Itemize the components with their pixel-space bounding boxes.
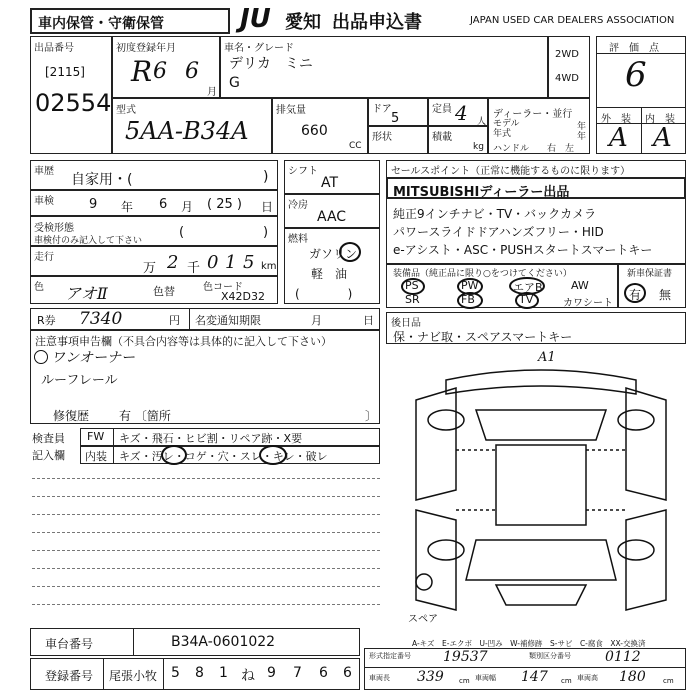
color-value: アオⅡ bbox=[65, 284, 108, 303]
handle-value: 右 左 bbox=[547, 144, 575, 154]
recycle-value: 7340 bbox=[79, 309, 123, 329]
receipt-open: ( bbox=[179, 225, 185, 240]
exterior-label: 外 装 bbox=[601, 114, 631, 125]
displacement-label: 排気量 bbox=[276, 105, 306, 116]
model-year-unit-1: 年 bbox=[577, 122, 587, 132]
inspection-month: 6 bbox=[159, 197, 168, 212]
inspector-interior-label: 内装 bbox=[85, 450, 107, 463]
plate-char: 6 bbox=[319, 665, 328, 681]
sales-point-line-1: MITSUBISHIディーラー出品 bbox=[393, 185, 570, 200]
capacity-label: 定員 bbox=[432, 104, 452, 115]
rating-box bbox=[596, 36, 686, 154]
width-value: 147 bbox=[521, 669, 548, 685]
load-label: 積載 bbox=[432, 132, 452, 143]
width-label: 車両幅 bbox=[475, 674, 496, 682]
interior-grade: A bbox=[653, 123, 672, 153]
model-box bbox=[112, 98, 272, 154]
receipt-row bbox=[30, 216, 278, 246]
color-label: 色 bbox=[34, 282, 44, 293]
ac-box bbox=[284, 194, 380, 228]
load-box bbox=[428, 126, 488, 154]
after-items-value: 保・ナビ取・スペアスマートキー bbox=[393, 330, 573, 344]
registration-year: 6 bbox=[153, 59, 167, 84]
spare-tire-label: スペア bbox=[408, 614, 438, 625]
displacement-box bbox=[272, 98, 368, 154]
notes-circle-mark bbox=[34, 350, 48, 364]
registration-month: 6 bbox=[185, 59, 199, 84]
car-diagram bbox=[396, 360, 686, 620]
equipment-box bbox=[386, 264, 618, 308]
sales-point-label: セールスポイント（正常に機能するものに限ります） bbox=[391, 166, 631, 177]
car-name-label: 車名・グレード bbox=[224, 43, 294, 54]
equipment-label: 装備品（純正品に限り○をつけてください） bbox=[393, 269, 572, 279]
color-code-label: 色コード bbox=[203, 282, 243, 293]
document-title: 出品申込書 bbox=[332, 12, 422, 33]
ac-label: 冷房 bbox=[288, 200, 308, 211]
inspection-day-unit: 日 bbox=[261, 200, 274, 214]
inspector-interior-row bbox=[80, 446, 380, 464]
doors-value: 5 bbox=[391, 111, 400, 126]
lot-number: 02554 bbox=[35, 89, 112, 117]
equip-ps-circle bbox=[401, 278, 425, 295]
equip-sr: SR bbox=[405, 293, 420, 306]
drive-2wd: 2WD bbox=[555, 49, 579, 60]
name-change-label: 名変通知期限 bbox=[195, 314, 261, 327]
history-value: 自家用・( bbox=[71, 172, 133, 188]
fuel-diesel: 軽 油 bbox=[311, 267, 348, 281]
color-change-label: 色替 bbox=[153, 285, 175, 298]
height-label: 車両高 bbox=[577, 674, 598, 682]
sales-point-line-3: パワースライドドアハンズフリー・HID bbox=[393, 225, 604, 239]
mileage-digit-1: 2 bbox=[167, 252, 179, 273]
ju-logo: JU bbox=[240, 4, 271, 34]
notes-box bbox=[30, 330, 380, 424]
model-code: 5AA-B34A bbox=[125, 117, 249, 145]
repair-history-value: 有 〔箇所 bbox=[119, 409, 171, 423]
fuel-gasoline-circle bbox=[339, 242, 361, 262]
org-name: 愛知 bbox=[285, 12, 321, 33]
repair-history-label: 修復歴 bbox=[53, 409, 90, 423]
recycle-unit: 円 bbox=[169, 314, 180, 327]
interior-label: 内 装 bbox=[645, 114, 675, 125]
inspection-month-unit: 月 bbox=[181, 200, 194, 214]
sales-point-line-4: e-アシスト・ASC・PUSHスタートスマートキー bbox=[393, 243, 653, 257]
drive-box bbox=[548, 36, 590, 98]
association-name: JAPAN USED CAR DEALERS ASSOCIATION bbox=[470, 15, 675, 26]
color-row bbox=[30, 276, 278, 304]
plate-region: 尾張小牧 bbox=[109, 669, 158, 683]
plate-label: 登録番号 bbox=[45, 669, 94, 683]
handle-label: ハンドル bbox=[493, 144, 530, 154]
plate-char: ね bbox=[241, 668, 255, 684]
drive-4wd: 4WD bbox=[555, 73, 579, 84]
inspector-fw-row bbox=[80, 428, 380, 446]
car-name: デリカ ミニ bbox=[229, 56, 313, 72]
name-change-day-unit: 日 bbox=[363, 314, 374, 327]
after-items-box bbox=[386, 312, 686, 344]
doors-label: ドア bbox=[372, 104, 392, 115]
class-spec-value: 0112 bbox=[605, 649, 641, 665]
inspection-year-unit: 年 bbox=[121, 200, 134, 214]
color-code: X42D32 bbox=[221, 290, 265, 303]
repair-history-close: 〕 bbox=[365, 409, 378, 423]
lot-box bbox=[30, 36, 112, 154]
height-unit: cm bbox=[663, 677, 674, 685]
equip-aw: AW bbox=[571, 279, 589, 292]
inspection-day: ( 25 ) bbox=[207, 197, 242, 212]
equip-ps: PS bbox=[405, 279, 419, 292]
fuel-gasoline: ガソリン bbox=[309, 247, 358, 261]
inspection-row bbox=[30, 190, 278, 216]
sales-point-box bbox=[386, 160, 686, 264]
dealer-box bbox=[488, 98, 590, 154]
doors-box bbox=[368, 98, 428, 126]
lot-subnumber: [2115] bbox=[45, 65, 85, 79]
registration-era: R bbox=[131, 55, 153, 88]
notes-line-1: ワンオーナー bbox=[51, 350, 135, 366]
equip-leather: カワシート bbox=[563, 298, 613, 309]
plate-char: 5 bbox=[171, 665, 180, 681]
interior-stain-circle bbox=[161, 445, 187, 465]
car-grade: G bbox=[229, 75, 240, 91]
plate-char: 6 bbox=[343, 665, 352, 681]
sales-point-line-2: 純正9インチナビ・TV・バックカメラ bbox=[393, 207, 597, 221]
capacity-value: 4 bbox=[455, 101, 468, 125]
model-year-label: モデル 年式 bbox=[493, 119, 520, 139]
rating-score: 6 bbox=[625, 55, 647, 95]
shape-spec-value: 19537 bbox=[443, 649, 488, 665]
plate-char: 9 bbox=[267, 665, 276, 681]
warranty-label: 新車保証書 bbox=[627, 269, 673, 279]
model-label: 型式 bbox=[116, 105, 136, 116]
mileage-digit-2: 0 bbox=[207, 252, 219, 273]
inspector-fw-label: FW bbox=[87, 430, 105, 443]
inspection-label: 車検 bbox=[34, 196, 54, 207]
length-label: 車両長 bbox=[369, 674, 390, 682]
plate-char: 8 bbox=[195, 665, 204, 681]
history-close: ) bbox=[263, 169, 269, 185]
shape-box bbox=[368, 126, 428, 154]
car-name-box bbox=[220, 36, 548, 98]
mileage-sen: 千 bbox=[187, 261, 201, 276]
model-year-unit-2: 年 bbox=[577, 132, 587, 142]
registration-label: 初度登録年月 bbox=[116, 43, 176, 54]
shift-value: AT bbox=[321, 175, 339, 191]
inspection-year: 9 bbox=[89, 197, 98, 212]
recycle-row bbox=[30, 308, 380, 330]
warranty-no: 無 bbox=[659, 288, 672, 302]
length-unit: cm bbox=[459, 677, 470, 685]
fuel-other: ( ) bbox=[295, 287, 353, 301]
inspector-label-1: 検査員 bbox=[32, 432, 65, 445]
inspector-interior-items: キズ・汚レ・コゲ・穴・スレ・キレ・破レ bbox=[119, 450, 328, 463]
equip-tv-circle bbox=[515, 292, 539, 309]
receipt-close: ) bbox=[263, 225, 269, 240]
mileage-digit-3: 1 bbox=[225, 252, 237, 273]
exterior-grade: A bbox=[609, 123, 628, 153]
load-unit: kg bbox=[473, 142, 484, 152]
equip-tv: TV bbox=[519, 293, 534, 306]
dealer-label: ディーラー・並行 bbox=[493, 109, 573, 120]
capacity-unit: 人 bbox=[477, 117, 487, 127]
interior-scuff-circle bbox=[259, 445, 287, 465]
specs-box bbox=[364, 648, 686, 690]
equip-pw: PW bbox=[461, 279, 479, 292]
recycle-label: R券 bbox=[37, 314, 56, 327]
registration-box bbox=[112, 36, 220, 98]
capacity-box bbox=[428, 98, 488, 126]
shift-box bbox=[284, 160, 380, 194]
shape-spec-label: 形式指定番号 bbox=[369, 652, 411, 660]
notes-label: 注意事項申告欄（不具合内容等は具体的に記入して下さい） bbox=[35, 335, 332, 348]
ac-value: AAC bbox=[317, 209, 347, 225]
class-spec-label: 類別区分番号 bbox=[529, 652, 571, 660]
length-value: 339 bbox=[417, 669, 444, 685]
mileage-row bbox=[30, 246, 278, 276]
receipt-note: 車検付のみ記入して下さい bbox=[34, 236, 143, 246]
displacement-value: 660 bbox=[301, 123, 328, 139]
history-label: 車歴 bbox=[34, 166, 54, 177]
mileage-unit: km bbox=[261, 261, 277, 272]
chassis-label: 車台番号 bbox=[45, 637, 94, 651]
name-change-month-unit: 月 bbox=[311, 314, 322, 327]
fuel-box bbox=[284, 228, 380, 304]
history-row bbox=[30, 160, 278, 190]
diagram-damage-note: A1 bbox=[538, 350, 556, 365]
inspector-label-2: 記入欄 bbox=[32, 449, 65, 462]
mileage-digit-4: 5 bbox=[243, 252, 255, 273]
plate-char: 1 bbox=[219, 665, 228, 681]
displacement-unit: CC bbox=[349, 141, 362, 151]
equip-fb: FB bbox=[461, 293, 475, 306]
plate-char: 7 bbox=[293, 665, 302, 681]
width-unit: cm bbox=[561, 677, 572, 685]
chassis-row bbox=[30, 628, 360, 656]
registration-month-unit: 月 bbox=[207, 87, 217, 98]
fuel-label: 燃料 bbox=[288, 234, 308, 245]
equip-airbag: エアB bbox=[513, 281, 543, 294]
storage-stamp-text: 車内保管・守衛保管 bbox=[38, 16, 164, 32]
height-value: 180 bbox=[619, 669, 646, 685]
chassis-number: B34A-0601022 bbox=[171, 634, 276, 650]
shift-label: シフト bbox=[288, 166, 318, 177]
warranty-yes: 有 bbox=[629, 288, 642, 302]
mileage-label: 走行 bbox=[34, 252, 54, 263]
inspector-fw-items: キズ・飛石・ヒビ割・リペア跡・X要 bbox=[119, 432, 303, 445]
rating-label: 評 価 点 bbox=[609, 43, 659, 54]
mileage-man: 万 bbox=[143, 261, 157, 276]
receipt-label: 受検形態 bbox=[34, 223, 74, 234]
damage-legend: A-キズ E-エクボ U-凹み W-補修跡 S-サビ C-腐食 XX-交換済 bbox=[412, 639, 646, 648]
equip-fb-circle bbox=[457, 292, 483, 309]
warranty-yes-circle bbox=[624, 283, 646, 303]
lot-label: 出品番号 bbox=[34, 43, 74, 54]
storage-stamp bbox=[30, 8, 230, 34]
shape-label: 形状 bbox=[372, 132, 392, 143]
warranty-box bbox=[618, 264, 686, 308]
notes-line-2: ルーフレール bbox=[41, 373, 118, 388]
plate-row bbox=[30, 658, 360, 690]
after-items-label: 後日品 bbox=[391, 318, 421, 329]
